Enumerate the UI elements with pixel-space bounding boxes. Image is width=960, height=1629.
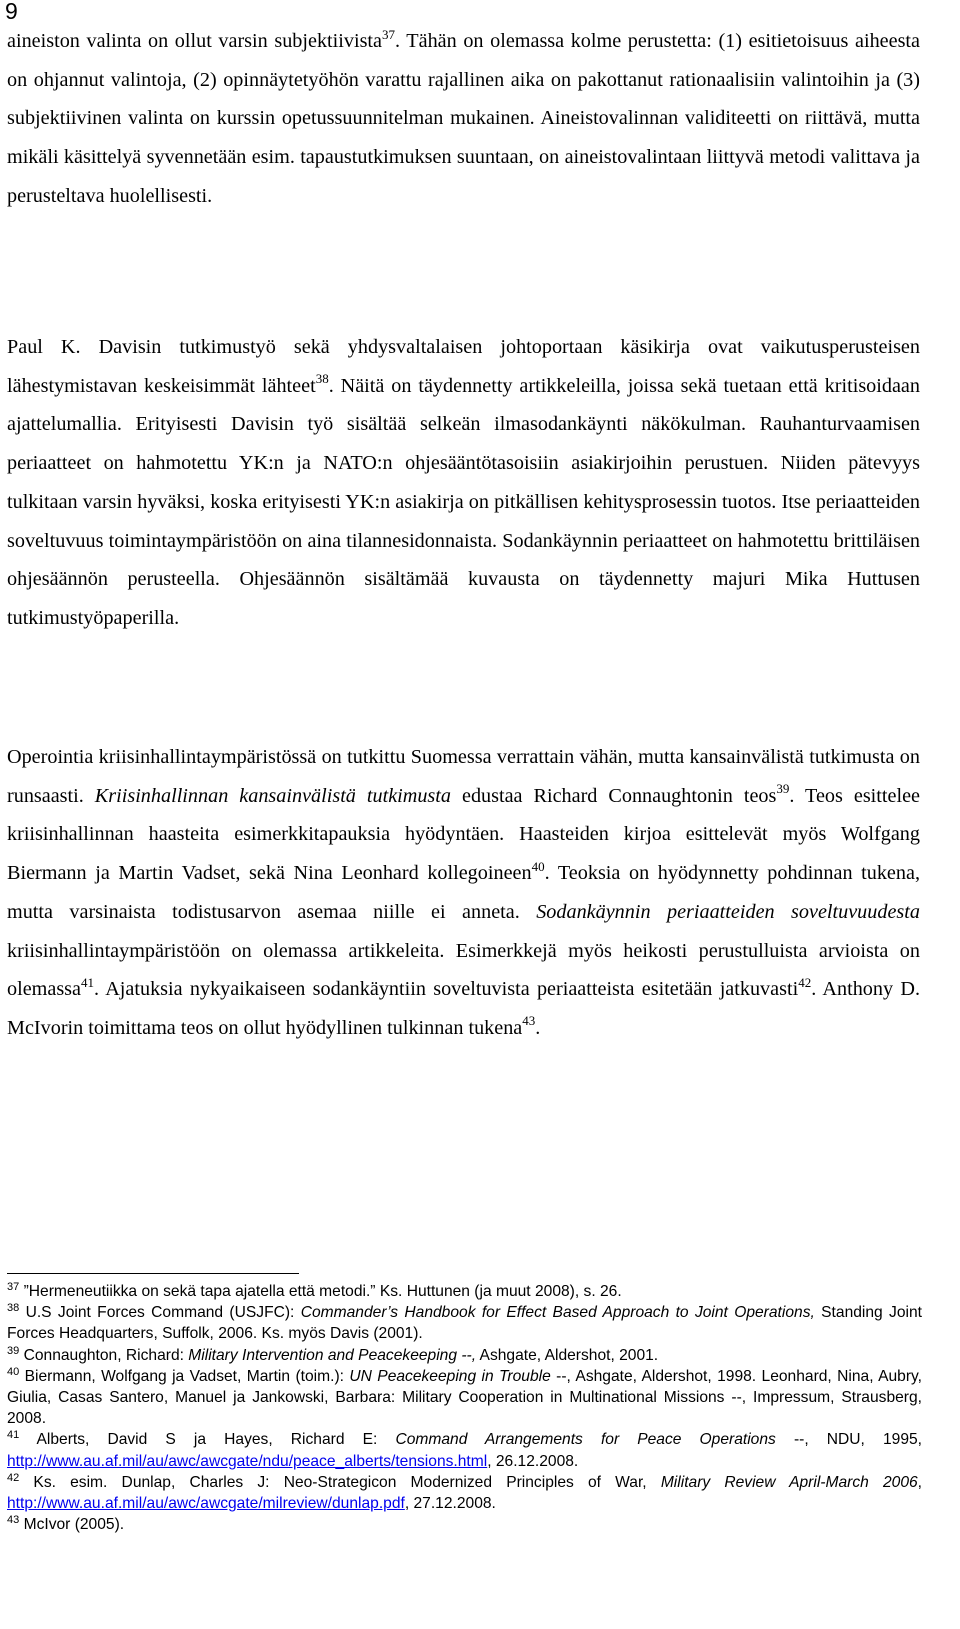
- body-paragraph-3: [7, 738, 920, 1048]
- italic-title: Sodankäynnin periaatteiden soveltuvuudesta: [536, 900, 920, 923]
- footnote-ref-39[interactable]: 39: [776, 781, 790, 797]
- paragraph-text: kriisinhallintaympäristöön on olemassa artikkeleita. Esimerkkejä myös heikosti perustulluista arvioista on olemassa: [7, 939, 920, 1001]
- footnote-text: McIvor (2005).: [19, 1516, 125, 1534]
- body-paragraph-1: [7, 22, 920, 216]
- footnote-38: [7, 1302, 922, 1344]
- footnote-text: ,: [917, 1473, 923, 1491]
- footnote-ref-40[interactable]: 40: [531, 858, 545, 874]
- paragraph-text: Paul K. Davisin tutkimustyö sekä yhdysvaltalaisen johtoportaan käsikirja ovat vaikutusperusteisen lähestymistavan keskeisimmät lähteet: [7, 336, 920, 397]
- paragraph-text: . Teos esittelee kriisinhallinnan haasteita esimerkkitapauksia hyödyntäen. Haasteiden kirjoa esittelevät myös Wolfgang Biermann ja Martin Vadset, sekä Nina Leonhard kollegoineen: [7, 784, 920, 885]
- paragraph-text: . Ajatuksia nykyaikaiseen sodankäyntiin soveltuvista periaatteista esitetään jatkuvasti: [94, 978, 799, 1001]
- footnote-39: [7, 1345, 922, 1366]
- page-number: 9: [5, 0, 18, 24]
- body-paragraph-2: [7, 328, 920, 638]
- footnote-number: 41: [7, 1429, 20, 1442]
- footnote-number: 43: [7, 1514, 20, 1527]
- footnote-ref-38[interactable]: 38: [315, 371, 329, 387]
- footnote-number: 40: [7, 1365, 20, 1378]
- footnote-text: U.S Joint Forces Command (USJFC):: [19, 1304, 301, 1322]
- footnote-number: 37: [7, 1280, 20, 1293]
- paragraph-text: . Tähän on olemassa kolme perustetta: (1) esitietoisuus aiheesta on ohjannut valintoja, (2) opinnäytetyöhön varattu rajallinen aika on pakottanut rationaalisiin valintoihin ja (3) subjektiivinen valinta on kurssin opetussuunnitelman mukainen. Aineistovalinnan validiteetti on riittävä, mutta mikäli käsittelyä syvennetään esim. tapaustutkimuksen suuntaan, on aineistovalintaan liittyvä metodi valittava ja perusteltava huolellisesti.: [7, 30, 921, 207]
- footnote-ref-42[interactable]: 42: [798, 974, 812, 990]
- paragraph-text: Operointia kriisinhallintaympäristössä on tutkittu Suomessa verrattain vähän, mutta kansainvälistä tutkimusta on runsaasti.: [7, 746, 920, 807]
- footnote-text: , 26.12.2008.: [487, 1452, 579, 1470]
- footnote-link[interactable]: http://www.au.af.mil/au/awc/awcgate/ndu/peace_alberts/tensions.html: [7, 1452, 488, 1470]
- italic-title: Kriisinhallinnan kansainvälistä tutkimusta: [94, 784, 451, 807]
- footnote-text: Ks. esim. Dunlap, Charles J: Neo-Strategicon Modernized Principles of War,: [19, 1473, 661, 1491]
- footnote-40: [7, 1366, 922, 1430]
- paragraph-text: . Anthony D. McIvorin toimittama teos on ollut hyödyllinen tulkinnan tukena: [7, 978, 920, 1039]
- footnote-ref-41[interactable]: 41: [81, 974, 94, 990]
- footnote-text: Biermann, Wolfgang ja Vadset, Martin (toim.):: [19, 1367, 350, 1385]
- footnote-text: --, Ashgate, Aldershot, 1998. Leonhard, Nina, Aubry, Giulia, Casas Santero, Manuel ja Jankowski, Barbara: Military Cooperation in Multinational Missions --, Impressum, Strausberg, 2008.: [7, 1367, 923, 1428]
- footnote-37: [7, 1281, 922, 1302]
- footnote-text: Connaughton, Richard:: [19, 1346, 189, 1364]
- footnote-text: ”Hermeneutiikka on sekä tapa ajatella että metodi.” Ks. Huttunen (ja muut 2008), s. 26.: [19, 1283, 622, 1300]
- footnote-italic-title: Command Arrangements for Peace Operations: [395, 1431, 776, 1449]
- footnote-43: [7, 1514, 922, 1535]
- paragraph-text: . Teoksia on hyödynnetty pohdinnan tukena, mutta varsinaista todistusarvon asemaa niille ei anneta.: [7, 862, 920, 923]
- footnote-separator: [7, 1273, 299, 1274]
- footnote-number: 39: [7, 1344, 20, 1357]
- footnote-text: Ashgate, Aldershot, 2001.: [476, 1346, 659, 1364]
- footnote-text: Standing Joint Forces Headquarters, Suffolk, 2006. Ks. myös Davis (2001).: [7, 1304, 922, 1343]
- footnote-text: Alberts, David S ja Hayes, Richard E:: [19, 1431, 396, 1449]
- footnote-ref-37[interactable]: 37: [382, 26, 396, 42]
- paragraph-text: aineiston valinta on ollut varsin subjektiivista: [7, 30, 383, 52]
- paragraph-text: . Näitä on täydennetty artikkeleilla, joissa sekä tuetaan että kritisoidaan ajattelumallia. Erityisesti Davisin työ sisältää selkeän ilmasodankäynti näkökulman. Rauhanturvaamisen periaatteet on hahmotettu YK:n ja NATO:n ohjesääntötasoisiin asiakirjoihin perustuen. Niiden pätevyys tulkitaan varsin hyväksi, koska erityisesti YK:n asiakirja on pitkällisen kehitysprosessin tuotos. Itse periaatteiden soveltuvuus toimintaympäristöön on aina tilannesidonnaista. Sodankäynnin periaatteet on hahmotettu brittiläisen ohjesäännön perusteella. Ohjesäännön sisältämää kuvausta on täydennetty majuri Mika Huttusen tutkimustyöpaperilla.: [7, 374, 920, 629]
- footnotes: [7, 1281, 922, 1535]
- footnote-text: --, NDU, 1995,: [775, 1431, 922, 1449]
- footnote-number: 38: [7, 1302, 20, 1315]
- footnote-italic-title: Military Intervention and Peacekeeping --,: [188, 1346, 477, 1364]
- footnote-italic-title: Commander’s Handbook for Effect Based Approach to Joint Operations,: [300, 1304, 815, 1322]
- footnote-text: , 27.12.2008.: [404, 1495, 496, 1513]
- footnote-41: [7, 1429, 922, 1471]
- footnote-ref-43[interactable]: 43: [522, 1013, 536, 1029]
- footnote-number: 42: [7, 1471, 20, 1484]
- footnote-italic-title: Military Review April-March 2006: [660, 1473, 918, 1491]
- paragraph-text: .: [535, 1016, 541, 1039]
- footnote-italic-title: UN Peacekeeping in Trouble: [349, 1367, 551, 1385]
- paragraph-text: edustaa Richard Connaughtonin teos: [451, 784, 777, 807]
- footnote-link[interactable]: http://www.au.af.mil/au/awc/awcgate/milreview/dunlap.pdf: [7, 1495, 405, 1513]
- footnote-42: [7, 1472, 922, 1514]
